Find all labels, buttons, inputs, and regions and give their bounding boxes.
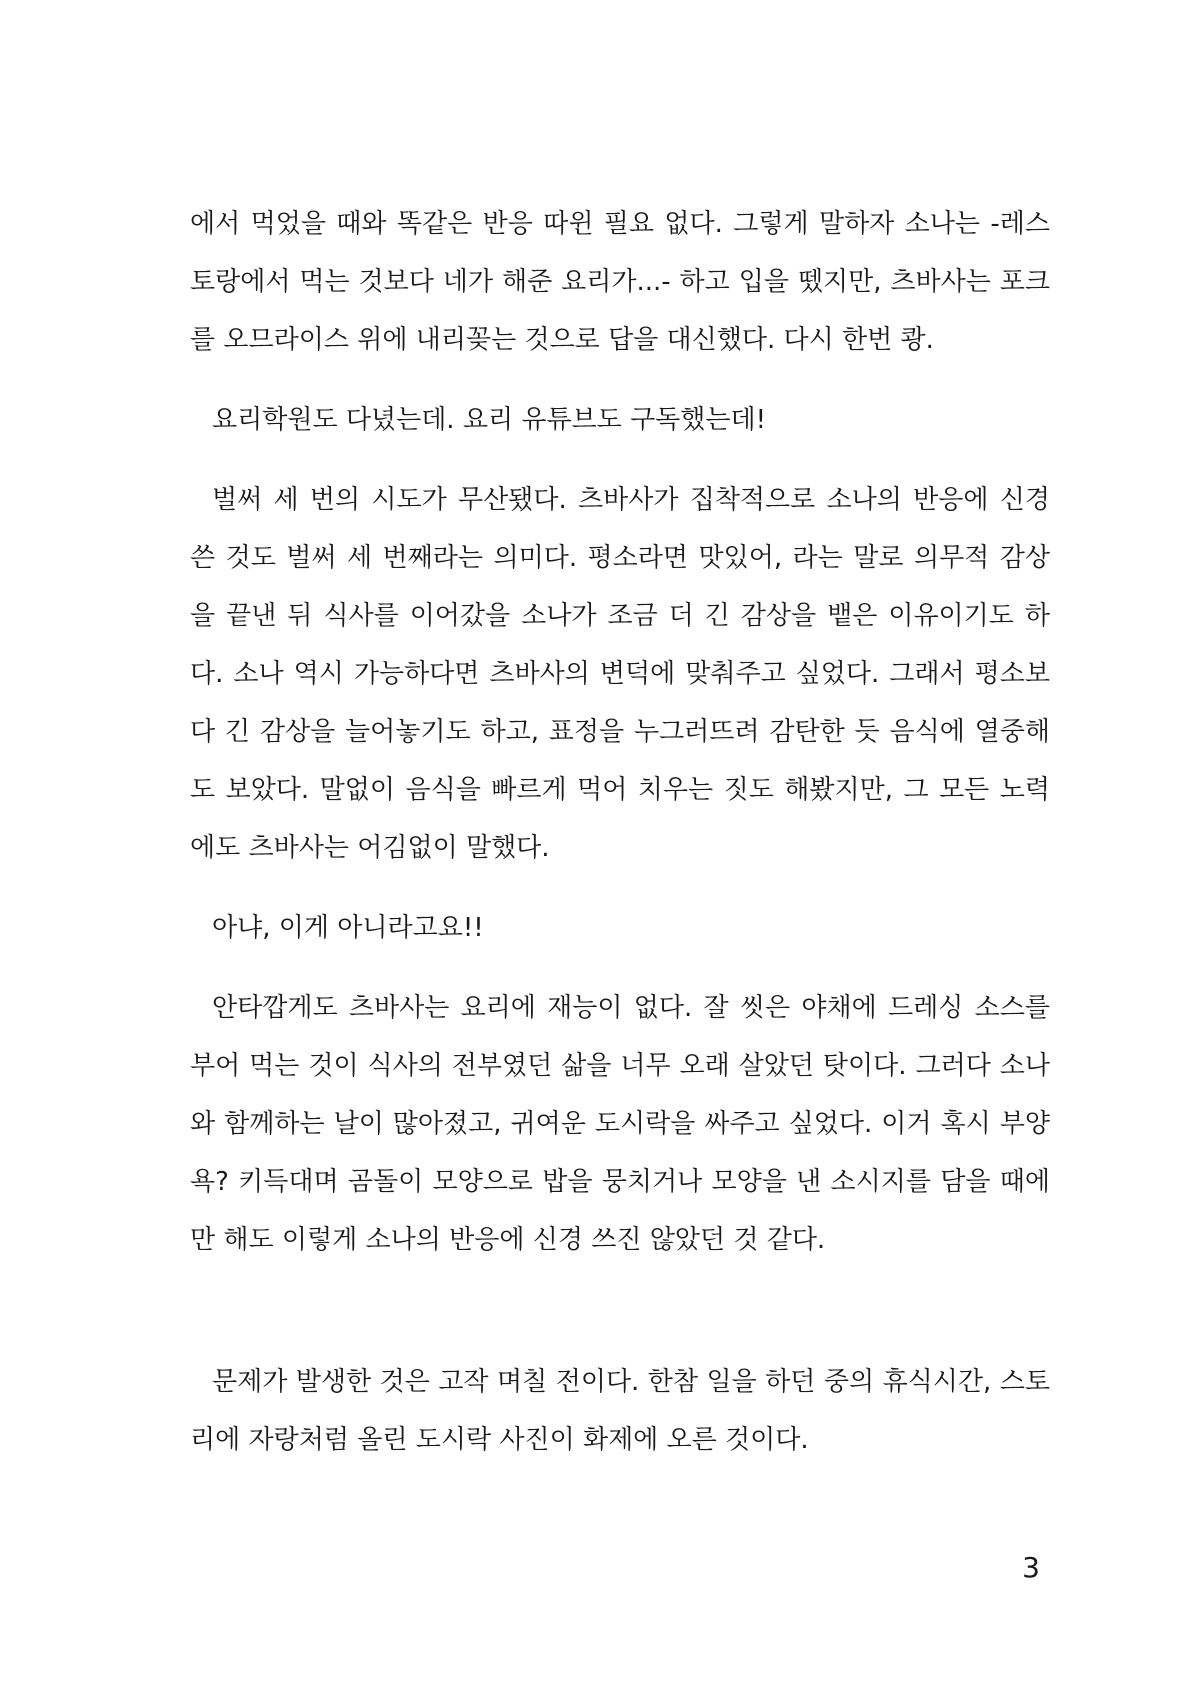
paragraph-6: 문제가 발생한 것은 고작 며칠 전이다. 한참 일을 하던 중의 휴식시간, 스토리에 자랑처럼 올린 도시락 사진이 화제에 오른 것이다.: [190, 1367, 1050, 1455]
paragraph-4: 아냐, 이게 아니라고요!!: [212, 913, 484, 943]
paragraph-5: 안타깝게도 츠바사는 요리에 재능이 없다. 잘 씻은 야채에 드레싱 소스를 부어 먹는 것이 식사의 전부였던 삶을 너무 오래 살았던 탓이다. 그러다 소나와 함께하는 날이 많아졌고, 귀여운 도시락을 싸주고 싶었다. 이거 혹시 부양욕? 키득대며 곰돌이 모양으로 밥을 뭉치거나 모양을 낸 소시지를 담을 때에만 해도 이렇게 소나의 반응에 신경 쓰진 않았던 것 같다.: [190, 993, 1050, 1255]
page-number: 3: [1022, 1551, 1040, 1584]
paragraph-2: 요리학원도 다녔는데. 요리 유튜브도 구독했는데!: [212, 405, 767, 435]
paragraph-1: 에서 먹었을 때와 똑같은 반응 따윈 필요 없다. 그렇게 말하자 소나는 -레스토랑에서 먹는 것보다 네가 해준 요리가...- 하고 입을 뗐지만, 츠바사는 포크를 오므라이스 위에 내리꽂는 것으로 답을 대신했다. 다시 한번 쾅.: [190, 209, 1050, 355]
paragraph-3: 벌써 세 번의 시도가 무산됐다. 츠바사가 집착적으로 소나의 반응에 신경 쓴 것도 벌써 세 번째라는 의미다. 평소라면 맛있어, 라는 말로 의무적 감상을 끝낸 뒤 식사를 이어갔을 소나가 조금 더 긴 감상을 뱉은 이유이기도 하다. 소나 역시 가능하다면 츠바사의 변덕에 맞춰주고 싶었다. 그래서 평소보다 긴 감상을 늘어놓기도 하고, 표정을 누그러뜨려 감탄한 듯 음식에 열중해도 보았다. 말없이 음식을 빠르게 먹어 치우는 짓도 해봤지만, 그 모든 노력에도 츠바사는 어김없이 말했다.: [190, 485, 1050, 863]
page-body: [190, 195, 1050, 1491]
section-break: [190, 1291, 1050, 1353]
